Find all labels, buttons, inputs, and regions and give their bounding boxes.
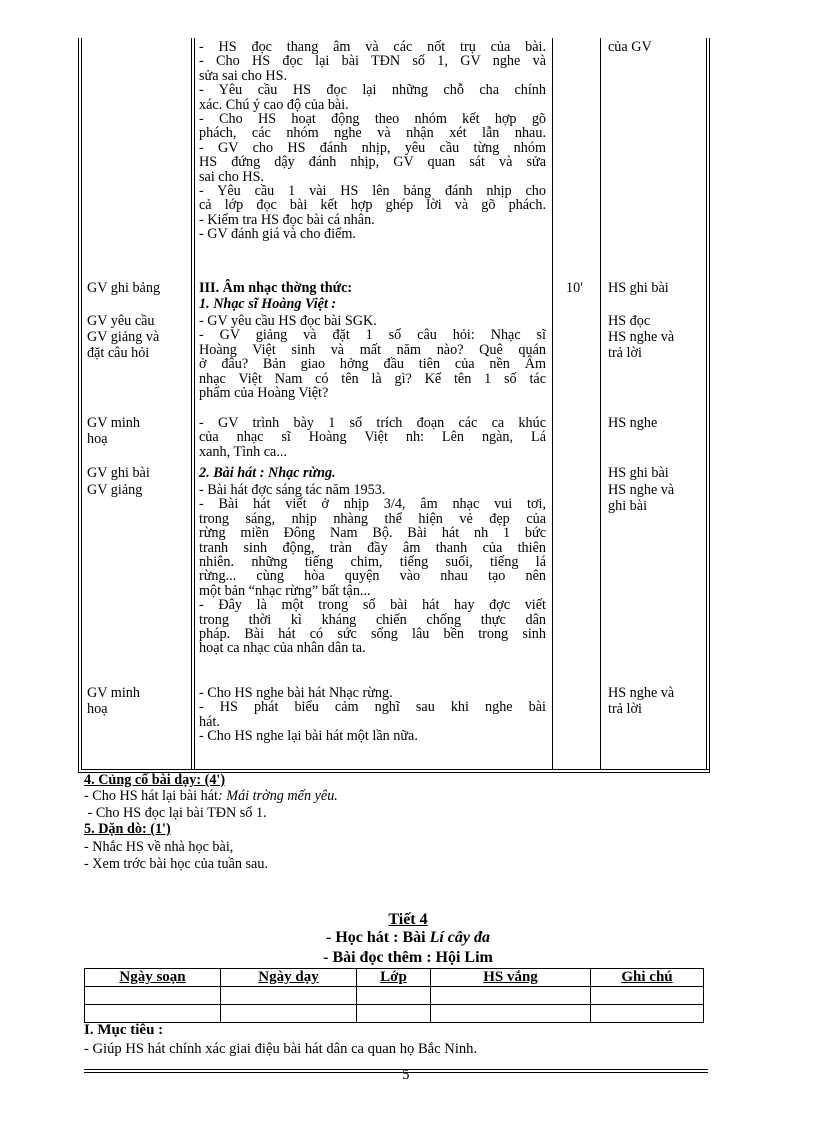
- lesson-line-1-text: - Học hát : Bài: [326, 929, 430, 946]
- header-hs-vang: HS vắng: [431, 969, 591, 987]
- middle-block-5: [199, 686, 546, 744]
- text-line: trong sáng, nhịp nhàng thể hiện vẻ đẹp của: [199, 510, 546, 527]
- middle-block-3: [199, 416, 546, 459]
- text-line: - Yêu cầu 1 vài HS lên bảng đánh nhịp cho: [199, 183, 546, 200]
- text-line: - Cho HS hoạt động theo nhóm kết hợp gõ: [199, 111, 546, 128]
- right-label: HS đọc: [608, 313, 651, 329]
- right-label: HS nghe và: [608, 482, 675, 498]
- right-label: trả lời: [608, 701, 642, 717]
- text-line: tranh sinh động, tràn đầy âm thanh của thiên: [199, 539, 546, 556]
- page-number: 5: [402, 1067, 410, 1083]
- table-border-left-outer: [78, 38, 79, 773]
- text-line: ở đâu? Bản giao hởng đầu tiên của nền Âm: [199, 356, 546, 373]
- lesson-info-table: [84, 968, 704, 1023]
- lesson-title: Tiết 4: [388, 911, 428, 928]
- middle-block-2: [199, 314, 546, 400]
- table-border-bottom-inner: [81, 769, 709, 770]
- section-5-title: 5. Dặn dò: (1'): [84, 821, 171, 837]
- text-line: xác. Chú ý cao độ của bài.: [199, 96, 349, 113]
- text-line: sửa sai cho HS.: [199, 67, 288, 84]
- right-label: HS ghi bài: [608, 280, 669, 296]
- left-label: đặt câu hỏi: [87, 345, 150, 361]
- footer-rule-bottom: [84, 1072, 708, 1073]
- text-line: - Cho HS đọc lại bài TĐN số 1, GV nghe và: [199, 53, 546, 70]
- table-cell: [591, 1005, 704, 1023]
- right-label: HS nghe: [608, 415, 658, 431]
- left-label: GV minh: [87, 685, 140, 701]
- table-cell: [431, 1005, 591, 1023]
- middle-block-4: [199, 483, 546, 656]
- text-line: - Kiểm tra HS đọc bài cá nhân.: [199, 211, 375, 228]
- text-line: - GV yêu cầu HS đọc bài SGK.: [199, 313, 377, 329]
- table-col-divider-3: [552, 38, 553, 770]
- text-line: cả lớp đọc bài kết hợp ghép lời và gõ phách.: [199, 197, 546, 214]
- table-col-divider-4: [600, 38, 601, 770]
- left-label: GV ghi bài: [87, 465, 150, 481]
- right-label: trả lời: [608, 345, 642, 361]
- text-line: - Cho HS nghe lại bài hát một lần nữa.: [199, 728, 418, 745]
- left-label: hoạ: [87, 701, 108, 717]
- header-ngay-day: Ngày dạy: [221, 969, 357, 987]
- time-value: 10': [566, 280, 583, 296]
- table-cell: [591, 987, 704, 1005]
- text-line: - GV giảng và đặt 1 số câu hỏi: Nhạc sĩ: [199, 327, 546, 344]
- text-line: phách, các nhóm nghe và nhận xét lẫn nhau.: [199, 125, 546, 142]
- text-line: - GV đánh giá và cho điểm.: [199, 226, 356, 243]
- text-line: hoạt ca nhạc của nhân dân ta.: [199, 640, 366, 657]
- text-line: của nhạc sĩ Hoàng Việt nh: Lên ngàn, Lá: [199, 429, 546, 446]
- text-line: - HS phát biểu cảm nghĩ sau khi nghe bài: [199, 699, 546, 716]
- text-line: rừng miền Đông Nam Bộ. Bài hát nh 1 bức: [199, 525, 546, 542]
- text-line: Hoàng Việt sinh và mất năm nào? Quê quán: [199, 341, 546, 358]
- text-line: - Cho HS nghe bài hát Nhạc rừng.: [199, 685, 393, 701]
- text-line: một bản “nhạc rừng” bất tận...: [199, 582, 371, 599]
- left-label: GV ghi bảng: [87, 280, 161, 296]
- table-row: [85, 1005, 704, 1023]
- text-line: trong thời kì kháng chiến chống thực dân: [199, 611, 546, 628]
- section-4-line-1-text: - Cho HS hát lại bài hát: [84, 788, 218, 804]
- right-label: HS nghe và: [608, 329, 675, 345]
- right-label: HS ghi bài: [608, 465, 669, 481]
- table-border-left-inner: [81, 38, 82, 770]
- middle-block-1: [199, 40, 546, 242]
- right-label: ghi bài: [608, 498, 648, 514]
- header-ghi-chu: Ghi chú: [591, 969, 704, 987]
- table-cell: [221, 1005, 357, 1023]
- text-line: nhạc Việt Nam có tên là gì? Kể tên 1 số tác: [199, 370, 546, 387]
- section-4-line-2: - Cho HS đọc lại bài TĐN số 1.: [84, 805, 267, 821]
- left-label: hoạ: [87, 431, 108, 447]
- subsection-1-title: 1. Nhạc sĩ Hoàng Việt :: [199, 296, 337, 312]
- header-lop: Lớp: [357, 969, 431, 987]
- table-cell: [357, 1005, 431, 1023]
- lesson-line-1: [0, 929, 816, 947]
- objectives-title: I. Mục tiêu :: [84, 1022, 164, 1038]
- right-label: HS nghe và: [608, 685, 675, 701]
- right-label: của GV: [608, 39, 652, 55]
- table-col-divider-2: [194, 38, 195, 770]
- table-border-right-outer: [709, 38, 710, 773]
- text-line: hát.: [199, 713, 220, 730]
- text-line: sai cho HS.: [199, 168, 265, 185]
- section-4-line-1: [84, 789, 338, 803]
- text-line: - Yêu cầu HS đọc lại những chỗ cha chính: [199, 82, 546, 99]
- text-line: - Đây là một trong số bài hát hay đợc viết: [199, 597, 546, 614]
- text-line: pháp. Bài hát có sức sống lâu bền trong sinh: [199, 626, 546, 643]
- text-line: phẩm của Hoàng Việt?: [199, 385, 329, 402]
- table-cell: [85, 987, 221, 1005]
- left-label: GV minh: [87, 415, 140, 431]
- text-line: rừng... cùng hòa quyện vào nhau tạo nên: [199, 568, 546, 585]
- text-line: - Bài hát đợc sáng tác năm 1953.: [199, 482, 386, 498]
- table-cell: [357, 987, 431, 1005]
- objectives-line: - Giúp HS hát chính xác giai điệu bài hát dân ca quan họ Bắc Ninh.: [84, 1041, 478, 1057]
- table-col-divider-1: [191, 38, 192, 770]
- lesson-line-2: - Bài đọc thêm : Hội Lim: [323, 949, 493, 966]
- text-line: - HS đọc thang âm và các nốt trụ của bài.: [199, 39, 546, 55]
- text-line: - Bài hát viết ở nhịp 3/4, âm nhạc vui tơi,: [199, 496, 546, 513]
- footer-rule-top: [84, 1069, 708, 1070]
- text-line: - GV cho HS đánh nhịp, yêu cầu từng nhóm: [199, 139, 546, 156]
- section-4-line-1-song: : Mái trờng mến yêu.: [217, 788, 338, 804]
- section-5-line-1: - Nhắc HS về nhà học bài,: [84, 839, 234, 855]
- table-border-right-inner: [706, 38, 707, 770]
- table-cell: [85, 1005, 221, 1023]
- section-3-title: III. Âm nhạc thờng thức:: [199, 280, 353, 296]
- lesson-line-1-song: Lí cây đa: [429, 929, 490, 946]
- left-label: GV giảng và: [87, 329, 160, 345]
- table-cell: [431, 987, 591, 1005]
- table-row: [85, 969, 704, 987]
- table-row: [85, 987, 704, 1005]
- table-cell: [221, 987, 357, 1005]
- section-5-line-2: - Xem trớc bài học của tuần sau.: [84, 856, 268, 872]
- text-line: HS đứng dậy đánh nhịp, GV quan sát và sửa: [199, 154, 546, 171]
- text-line: nhiên. những tiếng chim, tiếng suối, tiếng lá: [199, 554, 546, 571]
- left-label: GV yêu cầu: [87, 313, 155, 329]
- left-label: GV giảng: [87, 482, 143, 498]
- header-ngay-soan: Ngày soạn: [85, 969, 221, 987]
- text-line: - GV trình bày 1 số trích đoạn các ca khúc: [199, 415, 546, 431]
- section-4-title: 4. Củng cố bài dạy: (4'): [84, 772, 226, 788]
- subsection-2-title: 2. Bài hát : Nhạc rừng.: [199, 465, 336, 481]
- text-line: xanh, Tình ca...: [199, 443, 287, 460]
